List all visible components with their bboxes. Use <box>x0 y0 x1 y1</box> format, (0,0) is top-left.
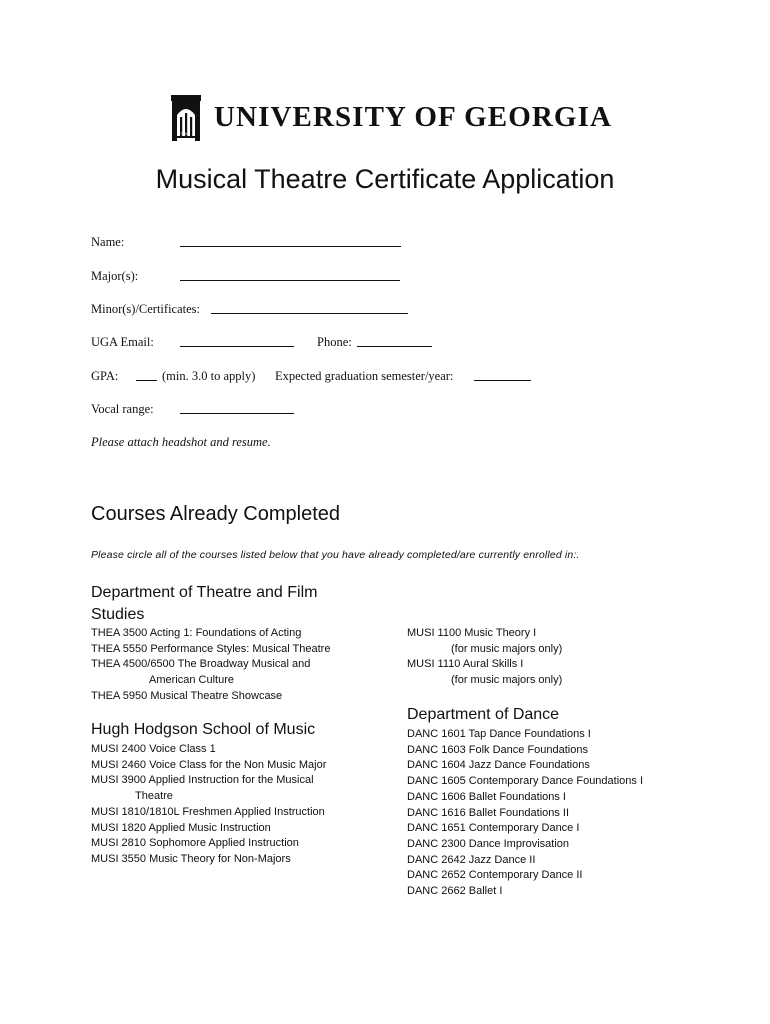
course-item[interactable]: MUSI 2460 Voice Class for the Non Music Major <box>91 758 327 771</box>
vocal-range-field[interactable] <box>180 413 294 414</box>
course-item[interactable]: MUSI 1100 Music Theory I <box>407 627 537 639</box>
course-item[interactable]: DANC 1651 Contemporary Dance I <box>407 822 580 835</box>
major-label: Major(s): <box>91 269 139 283</box>
name-field[interactable] <box>180 246 401 247</box>
theatre-heading-line1: Department of Theatre and Film <box>91 584 318 601</box>
dance-course-list <box>407 727 643 900</box>
music-course-list <box>91 742 326 868</box>
course-item[interactable]: MUSI 1820 Applied Music Instruction <box>91 821 271 834</box>
graduation-field[interactable] <box>474 380 531 381</box>
gpa-label: GPA: <box>91 369 119 383</box>
music-school-heading: Hugh Hodgson School of Music <box>91 721 316 738</box>
course-item[interactable]: MUSI 1110 Aural Skills I <box>407 658 524 671</box>
theatre-department-heading <box>91 582 317 626</box>
name-label: Name: <box>91 235 125 249</box>
phone-label: Phone: <box>317 335 352 349</box>
course-item[interactable]: THEA 3500 Acting 1: Foundations of Acting <box>91 627 302 639</box>
theatre-course-list <box>91 626 330 705</box>
page-title: Musical Theatre Certificate Application <box>155 164 615 194</box>
course-item[interactable]: DANC 1606 Ballet Foundations I <box>407 790 566 803</box>
course-item-continuation[interactable]: Theatre <box>135 790 173 803</box>
course-item[interactable]: MUSI 3550 Music Theory for Non-Majors <box>91 852 291 865</box>
course-item[interactable]: THEA 4500/6500 The Broadway Musical and <box>91 658 311 671</box>
course-item[interactable]: MUSI 2810 Sophomore Applied Instruction <box>91 837 299 850</box>
attach-note: Please attach headshot and resume. <box>91 435 271 449</box>
course-item[interactable]: MUSI 1810/1810L Freshmen Applied Instruction <box>91 805 325 818</box>
course-item[interactable]: DANC 2662 Ballet I <box>407 885 503 898</box>
course-item[interactable]: DANC 1605 Contemporary Dance Foundations I <box>407 775 644 788</box>
minor-field[interactable] <box>211 313 408 314</box>
logo-year: 1785 <box>178 131 187 136</box>
course-item[interactable]: THEA 5550 Performance Styles: Musical Theatre <box>91 642 331 655</box>
theatre-heading-line2: Studies <box>91 606 145 623</box>
course-item[interactable]: DANC 1603 Folk Dance Foundations <box>407 743 588 756</box>
course-item[interactable]: DANC 2300 Dance Improvisation <box>407 837 570 850</box>
dance-department-heading: Department of Dance <box>407 706 560 723</box>
course-item-continuation[interactable]: American Culture <box>149 674 234 687</box>
music-theory-course-list <box>407 626 562 689</box>
graduation-label: Expected graduation semester/year: <box>275 369 454 383</box>
email-field[interactable] <box>180 346 294 347</box>
course-note: (for music majors only) <box>451 642 563 655</box>
course-item[interactable]: DANC 1604 Jazz Dance Foundations <box>407 759 590 772</box>
university-wordmark: UNIVERSITY OF GEORGIA <box>214 101 613 133</box>
course-item[interactable]: THEA 5950 Musical Theatre Showcase <box>91 689 283 702</box>
course-item[interactable]: DANC 2652 Contemporary Dance II <box>407 869 583 882</box>
courses-heading: Courses Already Completed <box>91 503 341 525</box>
major-field[interactable] <box>180 280 400 281</box>
course-item[interactable]: DANC 1616 Ballet Foundations II <box>407 806 570 819</box>
course-item[interactable]: MUSI 3900 Applied Instruction for the Musical <box>91 774 314 787</box>
gpa-note: (min. 3.0 to apply) <box>162 369 256 383</box>
email-label: UGA Email: <box>91 335 154 349</box>
course-note: (for music majors only) <box>451 674 563 687</box>
vocal-range-label: Vocal range: <box>91 402 154 416</box>
course-item[interactable]: DANC 2642 Jazz Dance II <box>407 853 536 866</box>
phone-field[interactable] <box>357 346 432 347</box>
course-item[interactable]: MUSI 2400 Voice Class 1 <box>91 743 216 755</box>
course-item[interactable]: DANC 1601 Tap Dance Foundations I <box>407 728 591 740</box>
minor-label: Minor(s)/Certificates: <box>91 302 200 316</box>
courses-instruction: Please circle all of the courses listed below that you have already completed/are currently enrolled in:. <box>91 549 580 561</box>
gpa-field[interactable] <box>136 380 157 381</box>
